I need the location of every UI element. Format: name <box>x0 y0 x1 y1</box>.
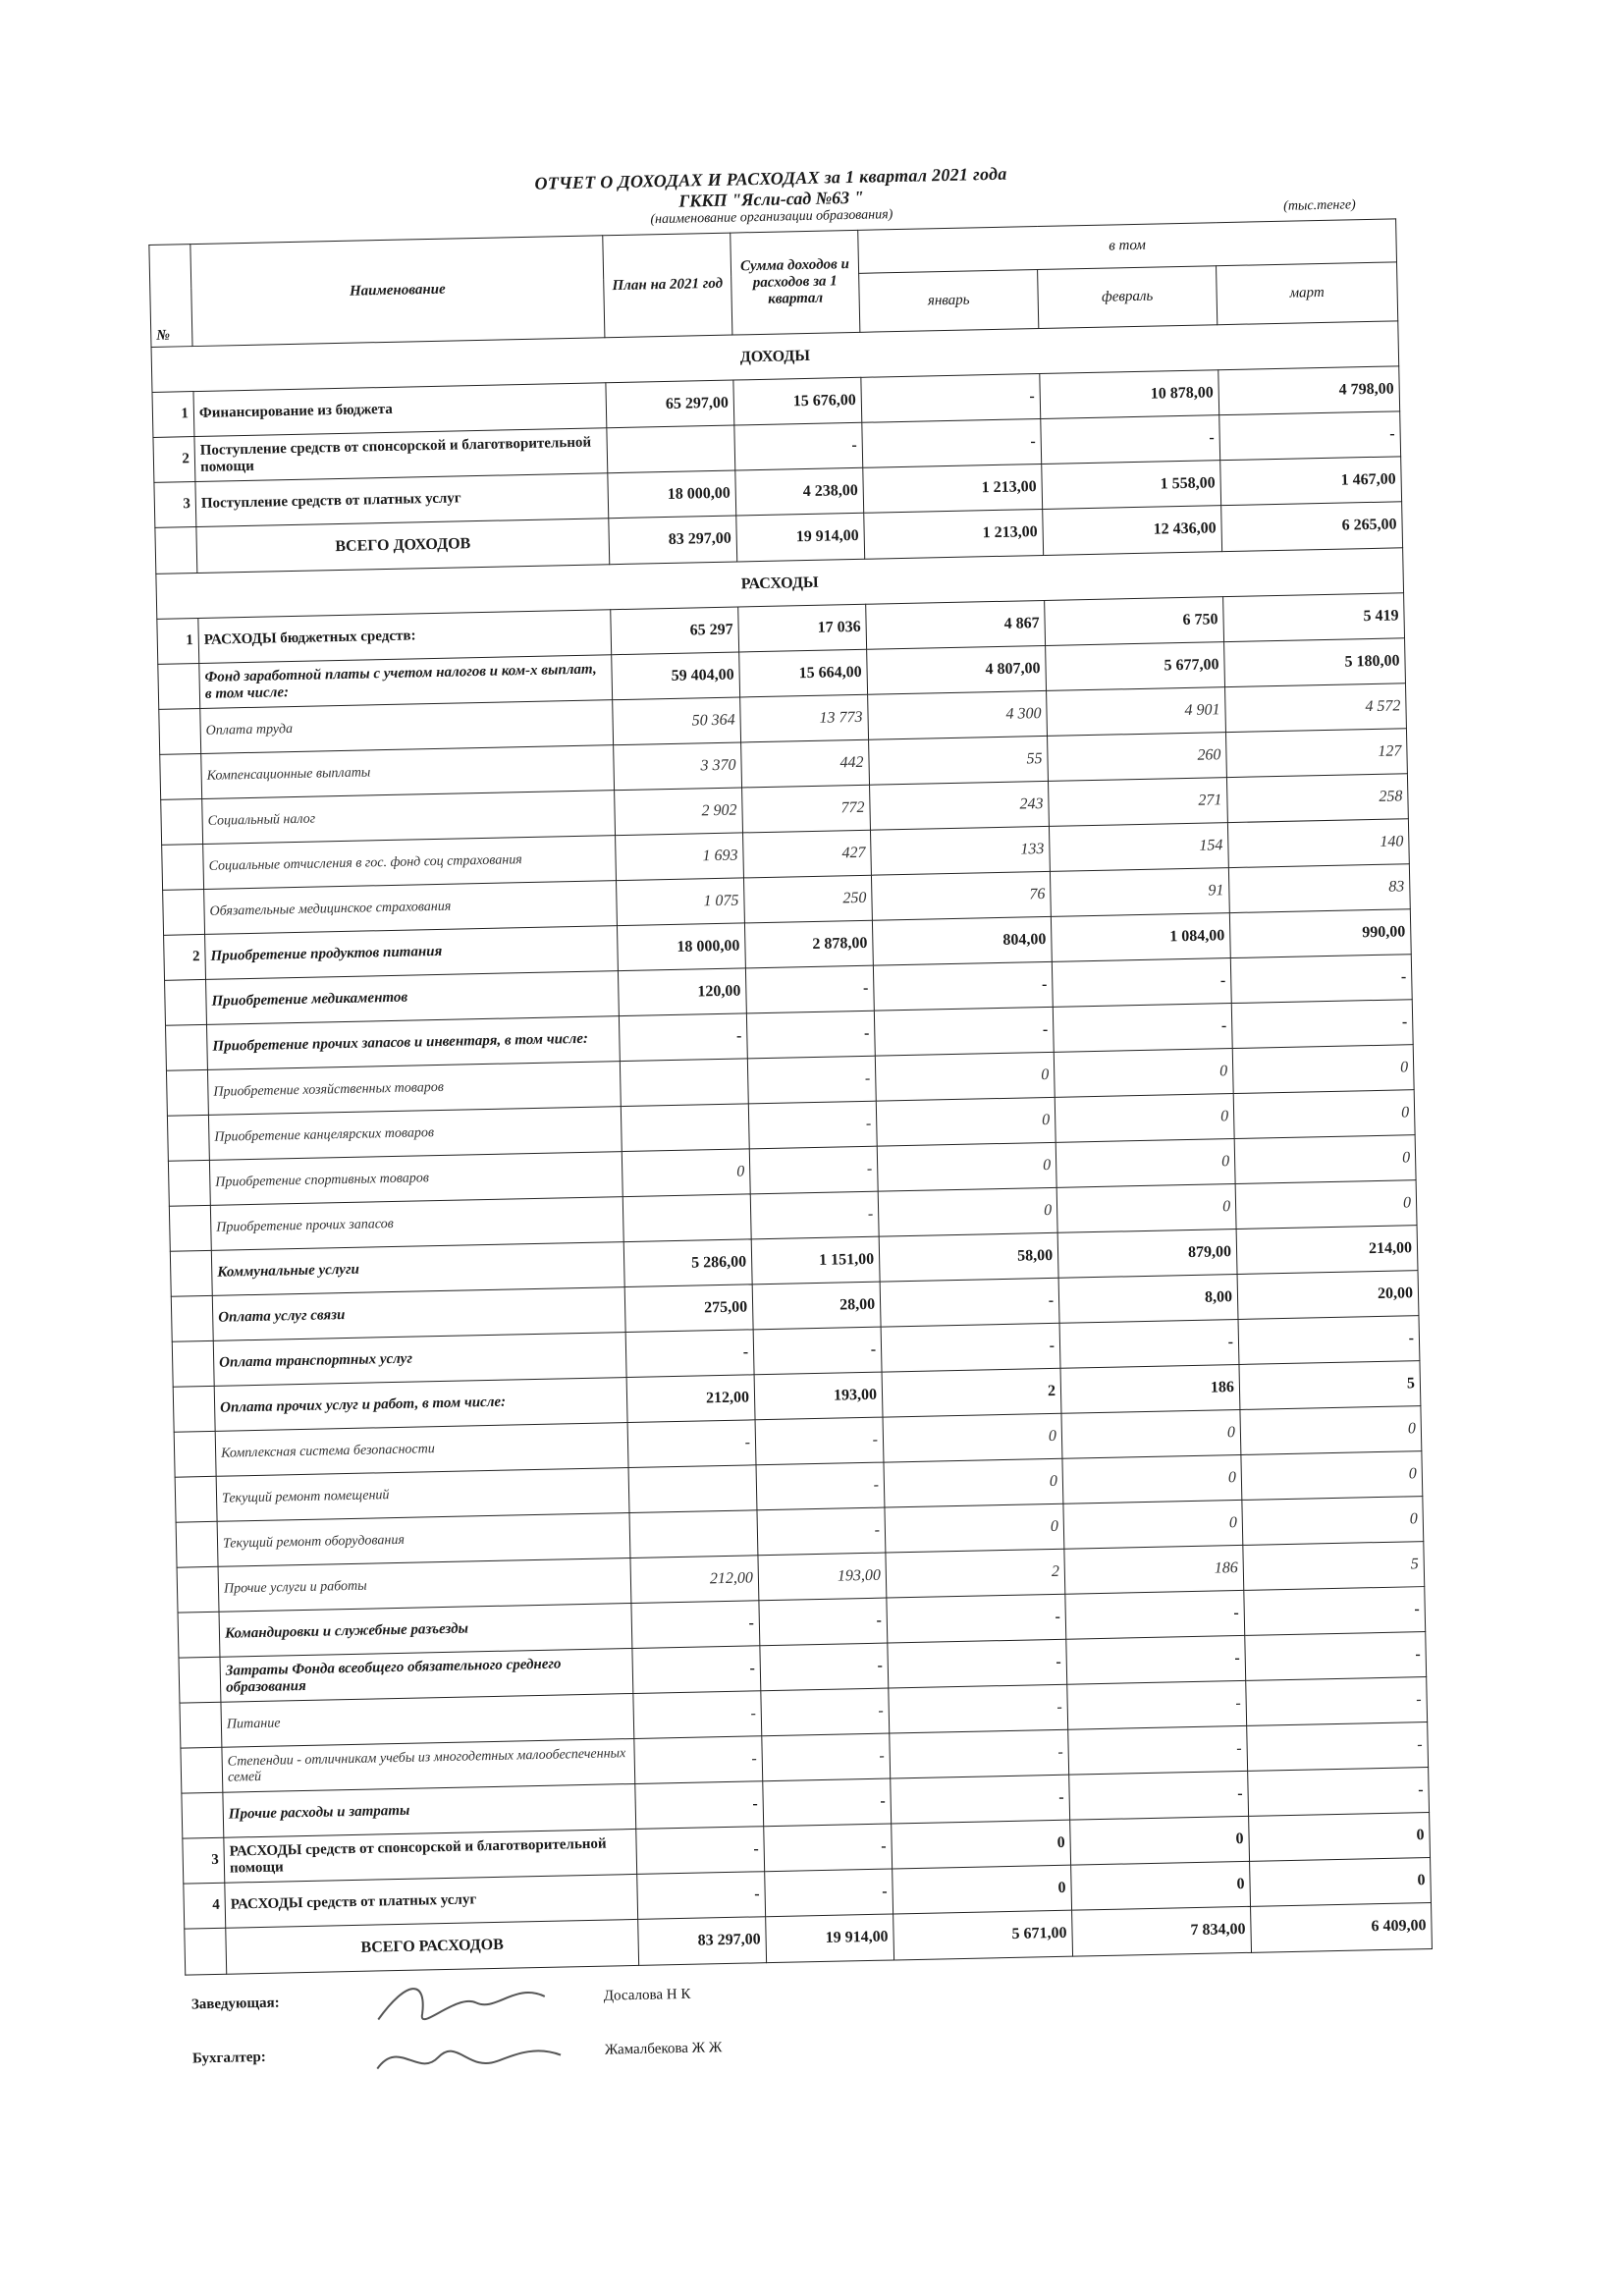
expense-cell-jan: 0 <box>877 1142 1056 1191</box>
expense-cell-name: Приобретение прочих запасов <box>210 1197 623 1251</box>
expense-cell-jan: 243 <box>870 781 1050 830</box>
expense-cell-sum: - <box>745 965 874 1013</box>
expense-cell-name: РАСХОДЫ бюджетных средств: <box>198 610 612 664</box>
expense-cell-no <box>176 1521 218 1567</box>
income-cell-sum: 15 676,00 <box>733 377 862 425</box>
expense-cell-jan: - <box>874 1007 1054 1056</box>
expense-cell-plan: - <box>633 1691 762 1739</box>
accountant-signature-icon <box>368 2026 566 2089</box>
head-name: Досалова Н К <box>603 1986 691 2004</box>
expense-cell-plan: - <box>619 1013 747 1062</box>
expense-cell-sum: 13 773 <box>740 694 869 742</box>
expense-cell-mar: 0 <box>1241 1451 1423 1501</box>
expense-cell-plan: 212,00 <box>630 1556 759 1604</box>
income-total-sum: 19 914,00 <box>736 513 865 562</box>
expense-cell-feb: 0 <box>1056 1184 1236 1233</box>
expense-cell-jan: 2 <box>882 1368 1061 1417</box>
expense-cell-name: Приобретение прочих запасов и инвентаря, в том числе: <box>206 1016 620 1070</box>
expense-cell-feb: 4 901 <box>1047 687 1226 737</box>
expense-cell-plan <box>629 1510 758 1558</box>
expense-cell-no <box>172 1340 214 1387</box>
expense-cell-jan: 4 807,00 <box>867 645 1047 694</box>
expense-cell-sum: - <box>760 1643 889 1691</box>
expense-cell-mar: - <box>1246 1677 1428 1726</box>
expense-cell-plan: 212,00 <box>626 1375 755 1423</box>
expense-cell-sum: - <box>747 1056 876 1104</box>
expense-cell-mar: 5 419 <box>1223 593 1405 642</box>
expense-cell-sum: 1 151,00 <box>751 1236 880 1285</box>
expense-total-name: ВСЕГО РАСХОДОВ <box>226 1919 639 1974</box>
expense-cell-name: Социальные отчисления в гос. фонд соц страхования <box>203 836 617 890</box>
expense-cell-no <box>170 1250 212 1296</box>
expense-cell-sum: - <box>761 1688 890 1736</box>
expense-cell-plan: 2 902 <box>615 788 743 836</box>
expense-cell-no <box>159 708 201 754</box>
expense-cell-no <box>167 1115 209 1161</box>
expense-cell-name: Приобретение канцелярских товаров <box>208 1107 622 1161</box>
expense-cell-no <box>174 1431 216 1477</box>
income-total-feb: 12 436,00 <box>1043 506 1222 556</box>
expense-total-sum: 19 914,00 <box>766 1914 894 1963</box>
expense-cell-mar: 83 <box>1228 864 1410 913</box>
currency-unit: (тыс.тенге) <box>1283 197 1356 214</box>
expense-cell-feb: - <box>1069 1771 1249 1820</box>
expense-cell-no <box>182 1792 224 1838</box>
expense-cell-jan: 0 <box>878 1187 1057 1236</box>
income-cell-mar: 1 467,00 <box>1220 457 1402 506</box>
expense-cell-no <box>158 664 200 710</box>
expense-cell-sum: - <box>755 1417 884 1465</box>
expense-cell-sum: 427 <box>743 830 872 878</box>
expense-cell-sum: 772 <box>742 785 871 833</box>
expense-cell-name: Приобретение хозяйственных товаров <box>207 1062 621 1116</box>
expense-cell-sum: - <box>757 1507 886 1556</box>
expense-cell-name: Комплексная система безопасности <box>215 1423 628 1477</box>
income-total-mar: 6 265,00 <box>1221 502 1403 552</box>
expense-cell-sum: 250 <box>743 875 872 923</box>
expense-cell-no <box>180 1702 222 1748</box>
expense-section-title: РАСХОДЫ <box>156 548 1404 620</box>
col-header-feb: февраль <box>1038 266 1218 329</box>
expense-total-no <box>185 1928 227 1975</box>
expense-cell-feb: 0 <box>1054 1049 1233 1098</box>
expense-cell-feb: - <box>1052 958 1231 1008</box>
expense-cell-plan: - <box>635 1781 764 1830</box>
expense-total-feb: 7 834,00 <box>1072 1906 1252 1956</box>
expense-cell-jan: 0 <box>876 1097 1056 1146</box>
expense-cell-mar: 0 <box>1232 1045 1414 1094</box>
expense-cell-feb: 186 <box>1060 1364 1240 1413</box>
expense-cell-feb: - <box>1059 1319 1239 1368</box>
expense-cell-sum: 15 664,00 <box>739 649 868 697</box>
income-cell-name: Финансирование из бюджета <box>193 383 607 437</box>
expense-cell-mar: 140 <box>1227 819 1409 868</box>
expense-cell-no <box>177 1566 219 1613</box>
expense-cell-name: Приобретение медикаментов <box>206 971 620 1025</box>
expense-cell-name: Компенсационные выплаты <box>201 745 615 799</box>
expense-cell-feb: 0 <box>1061 1409 1241 1458</box>
income-cell-plan: 18 000,00 <box>608 470 736 519</box>
expense-cell-mar: 0 <box>1242 1497 1424 1546</box>
income-cell-no: 1 <box>152 392 194 438</box>
expense-cell-mar: 0 <box>1235 1180 1417 1230</box>
expense-cell-sum: - <box>763 1778 892 1827</box>
expense-cell-feb: 1 084,00 <box>1051 913 1230 962</box>
expense-cell-jan: 55 <box>869 736 1049 785</box>
expense-cell-sum: 193,00 <box>758 1553 887 1601</box>
expense-cell-mar: 5 180,00 <box>1224 638 1406 687</box>
accountant-signature-row <box>191 2040 723 2068</box>
expense-cell-plan: 59 404,00 <box>612 652 740 700</box>
expense-cell-feb: 5 677,00 <box>1046 642 1225 691</box>
expense-cell-jan: - <box>873 961 1053 1011</box>
expense-cell-feb: - <box>1067 1680 1247 1729</box>
expense-cell-jan: 58,00 <box>879 1232 1058 1282</box>
income-cell-feb: - <box>1041 415 1220 465</box>
expense-cell-mar: 0 <box>1249 1813 1431 1862</box>
expense-cell-feb: 879,00 <box>1057 1230 1237 1279</box>
expense-cell-jan: 2 <box>886 1549 1065 1598</box>
expense-cell-no: 3 <box>183 1837 225 1884</box>
expense-cell-name: Текущий ремонт оборудования <box>217 1513 630 1567</box>
expense-total-mar: 6 409,00 <box>1251 1903 1433 1953</box>
col-header-incl: в том <box>858 219 1397 273</box>
expense-cell-plan: - <box>634 1736 763 1784</box>
expense-cell-feb: 154 <box>1049 823 1228 872</box>
expense-cell-sum: 193,00 <box>754 1372 883 1420</box>
expense-cell-no <box>166 1069 208 1116</box>
expense-cell-jan: 76 <box>871 871 1051 920</box>
col-header-sum: Сумма доходов и расходов за 1 квартал <box>731 230 860 335</box>
expense-cell-plan <box>628 1465 757 1513</box>
expense-cell-sum: - <box>746 1011 875 1059</box>
income-cell-no: 3 <box>154 482 196 528</box>
report-body <box>151 321 1432 1975</box>
income-cell-jan: - <box>862 419 1042 468</box>
expense-cell-no <box>171 1295 213 1341</box>
report-title: ОТЧЕТ О ДОХОДАХ И РАСХОДАХ за 1 квартал 2021 года <box>534 163 1007 193</box>
expense-cell-jan: 4 300 <box>868 690 1048 739</box>
expense-cell-jan: 133 <box>870 826 1050 875</box>
expense-cell-name: Оплата услуг связи <box>212 1287 625 1341</box>
expense-cell-plan: - <box>632 1646 761 1694</box>
expense-cell-plan <box>623 1194 751 1242</box>
expense-cell-no <box>175 1476 217 1522</box>
expense-cell-sum: - <box>750 1191 879 1239</box>
expense-cell-plan: 1 693 <box>616 833 744 881</box>
income-cell-feb: 10 878,00 <box>1040 370 1219 419</box>
expense-cell-plan: - <box>625 1330 754 1378</box>
expense-cell-feb: 91 <box>1050 868 1229 917</box>
expense-cell-jan: 0 <box>885 1503 1064 1553</box>
expense-cell-jan: - <box>889 1684 1068 1733</box>
expense-cell-plan: - <box>627 1420 756 1468</box>
expense-cell-feb: 8,00 <box>1058 1274 1238 1323</box>
income-total-name: ВСЕГО ДОХОДОВ <box>196 519 610 574</box>
report-table <box>148 218 1433 1975</box>
expense-cell-name: Коммунальные услуги <box>211 1242 624 1296</box>
expense-cell-feb: 0 <box>1055 1094 1234 1143</box>
income-cell-jan: 1 213,00 <box>863 464 1043 513</box>
expense-cell-name: Обязательные медицинское страхования <box>204 881 618 935</box>
expense-cell-name: Степендии - отличникам учебы из многодетных малообеспеченных семей <box>222 1738 635 1792</box>
expense-cell-name: Прочие расходы и затраты <box>223 1783 636 1837</box>
income-cell-plan: 65 297,00 <box>606 380 734 428</box>
expense-cell-feb: - <box>1065 1590 1245 1639</box>
organization-note: (наименование организации образования) <box>650 207 893 228</box>
expense-total-jan: 5 671,00 <box>893 1910 1073 1960</box>
expense-cell-sum: - <box>759 1598 888 1646</box>
expense-cell-plan: 0 <box>622 1149 750 1197</box>
expense-cell-mar: 20,00 <box>1237 1271 1419 1320</box>
expense-cell-name: Текущий ремонт помещений <box>216 1468 629 1522</box>
expense-cell-mar: - <box>1248 1768 1430 1817</box>
accountant-label: Бухгалтер: <box>191 2049 266 2067</box>
expense-cell-jan: - <box>888 1639 1067 1688</box>
expense-cell-no <box>165 1024 207 1070</box>
expense-cell-name: РАСХОДЫ средств от платных услуг <box>225 1874 638 1928</box>
expense-cell-no <box>178 1612 220 1658</box>
expense-cell-no: 1 <box>157 619 199 665</box>
income-cell-mar: 4 798,00 <box>1218 366 1400 415</box>
expense-cell-mar: 0 <box>1250 1858 1432 1907</box>
expense-cell-name: Командировки и служебные разъезды <box>219 1603 632 1657</box>
income-cell-name: Поступление средств от платных услуг <box>195 473 609 527</box>
col-header-no: № <box>149 245 192 348</box>
expense-cell-mar: 5 <box>1239 1361 1421 1410</box>
expense-cell-feb: 0 <box>1070 1816 1250 1865</box>
head-signature-icon <box>367 1972 565 2035</box>
income-section-title: ДОХОДЫ <box>151 321 1399 393</box>
expense-cell-mar: 0 <box>1233 1090 1415 1139</box>
expense-cell-mar: - <box>1244 1587 1426 1636</box>
expense-cell-name: РАСХОДЫ средств от спонсорской и благотворительной помощи <box>224 1829 637 1883</box>
expense-cell-feb: 186 <box>1064 1545 1244 1594</box>
income-cell-jan: - <box>861 374 1041 423</box>
expense-cell-feb: - <box>1068 1725 1248 1775</box>
income-cell-mar: - <box>1219 411 1401 461</box>
col-header-jan: январь <box>859 270 1039 333</box>
expense-cell-mar: - <box>1231 1000 1413 1049</box>
expense-cell-feb: 0 <box>1063 1500 1243 1549</box>
expense-cell-feb: - <box>1066 1635 1246 1684</box>
expense-cell-no <box>165 979 207 1025</box>
expense-cell-mar: - <box>1247 1722 1429 1772</box>
accountant-name: Жамалбекова Ж Ж <box>604 2040 723 2058</box>
expense-cell-mar: - <box>1245 1632 1427 1681</box>
col-header-plan: План на 2021 год <box>603 233 732 338</box>
expense-cell-mar: 0 <box>1234 1135 1416 1184</box>
expense-cell-plan: 50 364 <box>613 697 741 745</box>
expense-cell-sum: 28,00 <box>752 1282 881 1330</box>
expense-cell-jan: 0 <box>883 1413 1062 1462</box>
expense-cell-no: 4 <box>184 1883 226 1929</box>
col-header-name: Наименование <box>190 236 605 347</box>
expense-cell-plan <box>621 1104 749 1152</box>
expense-cell-plan: 18 000,00 <box>617 923 745 971</box>
expense-cell-mar: 214,00 <box>1236 1226 1418 1275</box>
expense-cell-sum: 17 036 <box>738 604 867 652</box>
expense-cell-plan: - <box>637 1872 766 1920</box>
expense-cell-sum: - <box>748 1101 877 1149</box>
expense-cell-sum: - <box>756 1462 885 1510</box>
income-total-jan: 1 213,00 <box>864 509 1044 559</box>
expense-cell-sum: - <box>753 1327 882 1375</box>
expense-cell-name: Прочие услуги и работы <box>218 1558 631 1613</box>
expense-cell-plan: 65 297 <box>611 607 739 655</box>
expense-cell-name: Оплата транспортных услуг <box>213 1333 626 1387</box>
expense-cell-no <box>181 1747 223 1793</box>
expense-cell-no <box>163 889 205 935</box>
expense-cell-no <box>168 1160 210 1206</box>
expense-cell-feb: 6 750 <box>1045 597 1224 646</box>
expense-cell-feb: 0 <box>1056 1139 1235 1188</box>
expense-cell-mar: 0 <box>1240 1406 1422 1455</box>
expense-cell-name: Приобретение продуктов питания <box>205 926 619 980</box>
head-label: Заведующая: <box>190 1995 280 2013</box>
expense-cell-sum: - <box>749 1146 878 1194</box>
expense-cell-jan: 0 <box>875 1052 1055 1101</box>
expense-cell-plan: 3 370 <box>614 742 742 791</box>
income-cell-name: Поступление средств от спонсорской и благотворительной помощи <box>194 428 608 482</box>
organization-name: ГККП "Ясли-сад №63 " <box>678 187 864 211</box>
expense-cell-plan: 5 286,00 <box>623 1239 752 1287</box>
income-cell-plan <box>607 425 735 473</box>
expense-cell-name: Оплата труда <box>200 700 614 754</box>
expense-cell-jan: - <box>890 1729 1069 1778</box>
expense-cell-jan: - <box>891 1775 1070 1824</box>
signatures <box>186 1971 1435 2125</box>
expense-cell-jan: 0 <box>893 1865 1072 1914</box>
income-cell-no: 2 <box>153 437 195 483</box>
expense-cell-sum: - <box>762 1733 891 1781</box>
expense-cell-mar: 4 572 <box>1225 683 1407 733</box>
expense-cell-mar: - <box>1238 1316 1420 1365</box>
expense-cell-sum: - <box>765 1869 893 1917</box>
col-header-mar: март <box>1217 262 1398 325</box>
expense-cell-feb: 0 <box>1062 1454 1242 1503</box>
expense-cell-jan: 0 <box>892 1820 1071 1869</box>
expense-cell-no <box>179 1657 221 1703</box>
expense-cell-jan: - <box>880 1278 1059 1327</box>
expense-cell-name: Фонд заработной платы с учетом налогов и ком-х выплат, в том числе: <box>199 655 613 709</box>
income-cell-sum: 4 238,00 <box>735 467 864 516</box>
expense-cell-mar: 5 <box>1243 1542 1425 1591</box>
expense-cell-sum: 2 878,00 <box>744 920 873 968</box>
expense-cell-jan: - <box>887 1594 1066 1643</box>
expense-cell-feb: 0 <box>1071 1861 1251 1910</box>
expense-cell-no <box>169 1205 211 1251</box>
expense-total-plan: 83 297,00 <box>638 1917 767 1966</box>
head-signature-row <box>190 1986 691 2014</box>
expense-cell-feb: 271 <box>1048 778 1227 827</box>
expense-cell-jan: 0 <box>884 1458 1063 1507</box>
report-page <box>147 155 1435 2124</box>
expense-cell-plan <box>620 1059 748 1107</box>
expense-cell-sum: 442 <box>741 739 870 788</box>
expense-cell-jan: 804,00 <box>872 916 1052 965</box>
expense-cell-plan: 1 075 <box>617 878 745 926</box>
expense-cell-no <box>162 844 204 890</box>
expense-cell-no <box>173 1386 215 1432</box>
expense-cell-no <box>160 753 202 799</box>
expense-cell-name: Приобретение спортивных товаров <box>209 1152 623 1206</box>
expense-cell-mar: 990,00 <box>1229 909 1411 958</box>
expense-cell-mar: 258 <box>1226 774 1408 823</box>
expense-cell-feb: 260 <box>1048 733 1227 782</box>
expense-cell-name: Питание <box>221 1693 634 1747</box>
expense-cell-jan: - <box>881 1323 1060 1372</box>
income-cell-feb: 1 558,00 <box>1042 461 1221 510</box>
expense-cell-name: Оплата прочих услуг и работ, в том числе: <box>214 1378 627 1432</box>
expense-cell-jan: 4 867 <box>866 600 1046 649</box>
expense-cell-plan: 275,00 <box>624 1285 753 1333</box>
expense-cell-plan: - <box>631 1601 760 1649</box>
expense-cell-no: 2 <box>164 934 206 980</box>
expense-cell-mar: - <box>1230 955 1412 1004</box>
expense-cell-plan: 120,00 <box>618 968 746 1016</box>
income-total-plan: 83 297,00 <box>609 516 737 565</box>
expense-cell-no <box>161 798 203 845</box>
expense-cell-mar: 127 <box>1225 729 1407 778</box>
expense-cell-sum: - <box>764 1824 893 1872</box>
expense-cell-name: Затраты Фонда всеобщего обязательного среднего образования <box>220 1648 633 1702</box>
expense-cell-name: Социальный налог <box>202 791 616 845</box>
income-total-no <box>155 527 197 574</box>
expense-cell-plan: - <box>636 1827 765 1875</box>
expense-cell-feb: - <box>1053 1004 1232 1053</box>
income-cell-sum: - <box>734 422 863 470</box>
